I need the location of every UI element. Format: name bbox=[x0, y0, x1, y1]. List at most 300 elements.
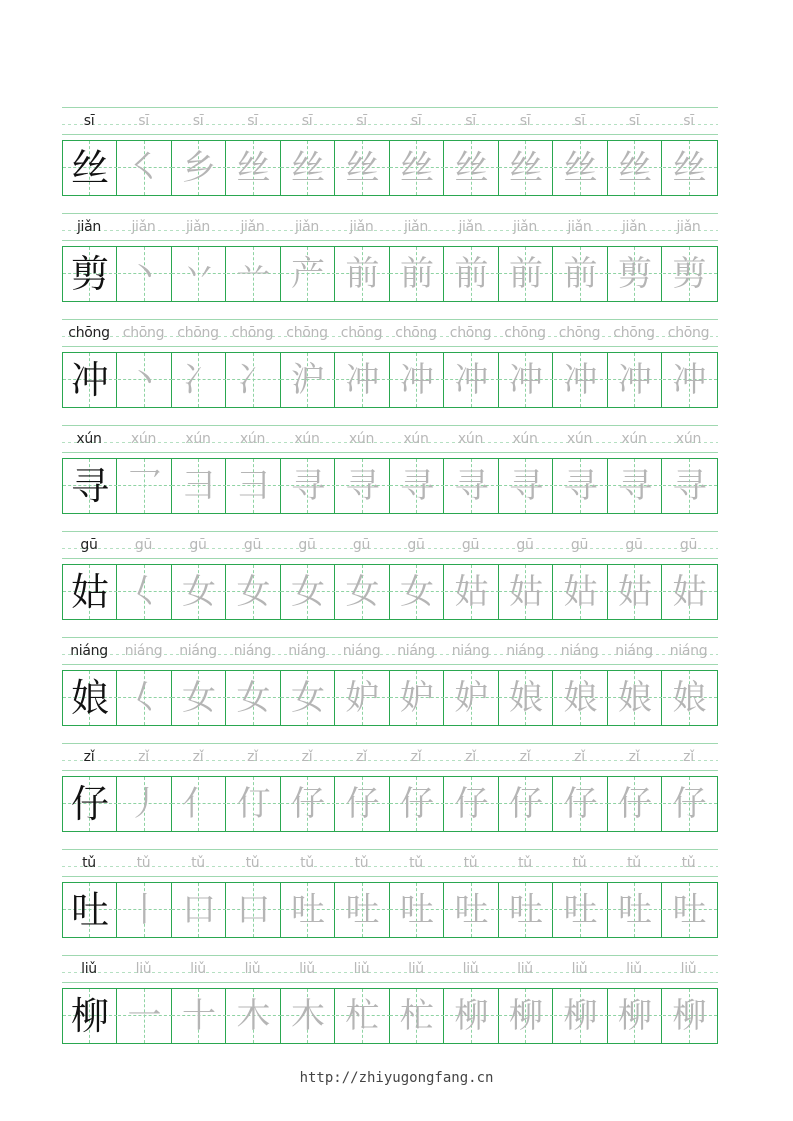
pinyin-trace: niáng bbox=[506, 643, 544, 659]
pinyin-trace: chōng bbox=[122, 325, 165, 341]
model-character: 剪 bbox=[70, 252, 109, 296]
pinyin-model: jiǎn bbox=[76, 219, 102, 235]
pinyin-trace: tǔ bbox=[300, 855, 314, 871]
trace-cell[interactable] bbox=[281, 459, 335, 513]
trace-cell[interactable] bbox=[608, 247, 662, 301]
pinyin-band bbox=[62, 531, 718, 559]
stroke-step-character: 𡿨 bbox=[127, 678, 162, 718]
character-grid bbox=[62, 670, 718, 726]
trace-cell[interactable] bbox=[608, 565, 662, 619]
pinyin-trace: chōng bbox=[231, 325, 274, 341]
stroke-step-character: 姑 bbox=[672, 572, 707, 612]
stroke-step-character: 姑 bbox=[454, 572, 489, 612]
pinyin-trace: zǐ bbox=[356, 749, 367, 765]
trace-cell[interactable] bbox=[499, 671, 553, 725]
pinyin-trace: jiǎn bbox=[131, 219, 156, 235]
stroke-step-character: 彐 bbox=[182, 466, 216, 506]
trace-cell[interactable] bbox=[336, 141, 390, 195]
practice-row bbox=[62, 107, 718, 211]
pinyin-band bbox=[62, 849, 718, 877]
pinyin-trace: jiǎn bbox=[403, 219, 429, 235]
trace-cell[interactable] bbox=[172, 247, 226, 301]
pinyin-trace: chōng bbox=[177, 325, 219, 341]
trace-cell[interactable] bbox=[336, 565, 390, 619]
model-cell[interactable] bbox=[63, 777, 117, 831]
stroke-step-character: 吐 bbox=[672, 890, 707, 930]
trace-cell[interactable] bbox=[390, 141, 444, 195]
stroke-step-character: 冲 bbox=[618, 360, 652, 400]
pinyin-trace: gū bbox=[461, 537, 480, 553]
pinyin-band bbox=[62, 425, 718, 453]
pinyin-trace: chōng bbox=[449, 325, 492, 341]
stroke-step-character: 冫 bbox=[182, 360, 216, 400]
trace-cell[interactable] bbox=[336, 989, 390, 1043]
trace-cell[interactable] bbox=[281, 777, 335, 831]
model-cell[interactable] bbox=[63, 671, 117, 725]
trace-cell[interactable] bbox=[445, 353, 499, 407]
pinyin-trace: zǐ bbox=[574, 749, 585, 765]
model-cell[interactable] bbox=[63, 353, 117, 407]
trace-cell[interactable] bbox=[336, 247, 390, 301]
stroke-step-character: 妒 bbox=[400, 678, 434, 718]
pinyin-trace: gū bbox=[679, 537, 698, 553]
trace-cell[interactable] bbox=[118, 353, 172, 407]
trace-cell[interactable] bbox=[663, 777, 717, 831]
model-character: 丝 bbox=[70, 146, 109, 190]
trace-cell[interactable] bbox=[445, 247, 499, 301]
stroke-step-character: 妒 bbox=[345, 678, 380, 718]
trace-cell[interactable] bbox=[227, 671, 281, 725]
pinyin-band bbox=[62, 637, 718, 665]
stroke-step-character: 丝 bbox=[291, 148, 325, 188]
stroke-step-character: 柳 bbox=[454, 996, 489, 1036]
pinyin-trace: zǐ bbox=[628, 749, 640, 765]
trace-cell[interactable] bbox=[118, 883, 172, 937]
trace-cell[interactable] bbox=[499, 777, 553, 831]
stroke-step-character: 女 bbox=[400, 572, 434, 612]
model-cell[interactable] bbox=[63, 883, 117, 937]
trace-cell[interactable] bbox=[172, 565, 226, 619]
stroke-step-character: 寻 bbox=[454, 466, 489, 506]
stroke-step-character: 娘 bbox=[672, 678, 707, 718]
character-grid bbox=[62, 352, 718, 408]
trace-cell[interactable] bbox=[499, 353, 553, 407]
character-grid bbox=[62, 140, 718, 196]
trace-cell[interactable] bbox=[554, 459, 608, 513]
character-grid bbox=[62, 988, 718, 1044]
model-character: 姑 bbox=[70, 570, 109, 614]
stroke-step-character: 柳 bbox=[509, 996, 543, 1036]
trace-cell[interactable] bbox=[227, 353, 281, 407]
stroke-step-character: 吐 bbox=[291, 890, 325, 930]
trace-cell[interactable] bbox=[554, 247, 608, 301]
pinyin-band bbox=[62, 743, 718, 771]
stroke-step-character: 仃 bbox=[236, 784, 271, 824]
stroke-step-character: 女 bbox=[182, 572, 216, 612]
stroke-step-character: 娘 bbox=[618, 678, 652, 718]
stroke-step-character: 十 bbox=[182, 996, 216, 1036]
stroke-step-character: 口 bbox=[182, 890, 216, 930]
stroke-step-character: 吐 bbox=[345, 890, 380, 930]
pinyin-trace: niáng bbox=[124, 643, 163, 659]
pinyin-trace: jiǎn bbox=[349, 219, 374, 235]
pinyin-trace: liǔ bbox=[626, 961, 642, 977]
trace-cell[interactable] bbox=[608, 989, 662, 1043]
pinyin-trace: tǔ bbox=[681, 855, 696, 871]
stroke-step-character: 丝 bbox=[236, 148, 271, 188]
stroke-step-character: 丶 bbox=[127, 360, 162, 400]
trace-cell[interactable] bbox=[608, 141, 662, 195]
character-grid bbox=[62, 246, 718, 302]
trace-cell[interactable] bbox=[390, 671, 444, 725]
practice-row bbox=[62, 319, 718, 423]
stroke-step-character: 一 bbox=[127, 996, 162, 1036]
trace-cell[interactable] bbox=[554, 565, 608, 619]
stroke-step-character: 娘 bbox=[509, 678, 543, 718]
model-character: 仔 bbox=[70, 782, 109, 826]
model-cell[interactable] bbox=[63, 989, 117, 1043]
stroke-step-character: 女 bbox=[236, 678, 271, 718]
trace-cell[interactable] bbox=[227, 565, 281, 619]
trace-cell[interactable] bbox=[554, 671, 608, 725]
pinyin-trace: tǔ bbox=[572, 855, 587, 871]
model-character: 柳 bbox=[70, 994, 109, 1038]
stroke-step-character: 冲 bbox=[345, 360, 380, 400]
trace-cell[interactable] bbox=[445, 141, 499, 195]
character-grid bbox=[62, 564, 718, 620]
trace-cell[interactable] bbox=[663, 353, 717, 407]
stroke-step-character: 寻 bbox=[400, 466, 434, 506]
pinyin-trace: zǐ bbox=[519, 749, 531, 765]
stroke-step-character: 前 bbox=[454, 254, 489, 294]
model-cell[interactable] bbox=[63, 247, 117, 301]
pinyin-trace: chōng bbox=[395, 325, 437, 341]
stroke-step-character: 木 bbox=[291, 996, 325, 1036]
stroke-step-character: 丷 bbox=[182, 254, 216, 294]
pinyin-trace: zǐ bbox=[138, 749, 149, 765]
stroke-step-character: 杧 bbox=[345, 996, 380, 1036]
trace-cell[interactable] bbox=[608, 459, 662, 513]
trace-cell[interactable] bbox=[499, 565, 553, 619]
trace-cell[interactable] bbox=[445, 459, 499, 513]
pinyin-trace: xún bbox=[621, 431, 647, 447]
trace-cell[interactable] bbox=[663, 565, 717, 619]
stroke-step-character: 寻 bbox=[345, 466, 380, 506]
stroke-step-character: 柳 bbox=[563, 996, 598, 1036]
trace-cell[interactable] bbox=[390, 883, 444, 937]
trace-cell[interactable] bbox=[608, 353, 662, 407]
pinyin-trace: jiǎn bbox=[294, 219, 320, 235]
pinyin-trace: xún bbox=[675, 431, 702, 447]
stroke-step-character: 丿 bbox=[127, 784, 162, 824]
pinyin-trace: niáng bbox=[288, 643, 326, 659]
stroke-step-character: 吐 bbox=[563, 890, 598, 930]
trace-cell[interactable] bbox=[499, 141, 553, 195]
pinyin-trace: xún bbox=[185, 431, 211, 447]
trace-cell[interactable] bbox=[554, 141, 608, 195]
pinyin-trace: tǔ bbox=[245, 855, 260, 871]
trace-cell[interactable] bbox=[554, 883, 608, 937]
trace-cell[interactable] bbox=[554, 353, 608, 407]
pinyin-trace: niáng bbox=[342, 643, 381, 659]
stroke-step-character: 剪 bbox=[618, 254, 652, 294]
stroke-step-character: 姑 bbox=[509, 572, 543, 612]
pinyin-trace: sī bbox=[301, 113, 313, 129]
trace-cell[interactable] bbox=[445, 565, 499, 619]
pinyin-trace: chōng bbox=[667, 325, 710, 341]
pinyin-trace: niáng bbox=[615, 643, 653, 659]
stroke-step-character: 寻 bbox=[509, 466, 543, 506]
trace-cell[interactable] bbox=[608, 777, 662, 831]
trace-cell[interactable] bbox=[172, 883, 226, 937]
trace-cell[interactable] bbox=[499, 883, 553, 937]
pinyin-trace: jiǎn bbox=[185, 219, 211, 235]
pinyin-trace: xún bbox=[239, 431, 266, 447]
trace-cell[interactable] bbox=[390, 777, 444, 831]
stroke-step-character: 女 bbox=[291, 572, 325, 612]
trace-cell[interactable] bbox=[281, 353, 335, 407]
pinyin-model: tǔ bbox=[82, 855, 96, 871]
model-character: 寻 bbox=[70, 464, 109, 508]
trace-cell[interactable] bbox=[336, 459, 390, 513]
stroke-step-character: 丝 bbox=[400, 148, 434, 188]
trace-cell[interactable] bbox=[608, 883, 662, 937]
stroke-step-character: 寻 bbox=[291, 466, 325, 506]
pinyin-trace: sī bbox=[683, 113, 694, 129]
pinyin-trace: xún bbox=[130, 431, 157, 447]
pinyin-trace: jiǎn bbox=[458, 219, 483, 235]
stroke-step-character: 仔 bbox=[672, 784, 707, 824]
trace-cell[interactable] bbox=[118, 671, 172, 725]
trace-cell[interactable] bbox=[172, 777, 226, 831]
pinyin-trace: liǔ bbox=[571, 961, 588, 977]
character-grid bbox=[62, 458, 718, 514]
pinyin-band bbox=[62, 319, 718, 347]
pinyin-band bbox=[62, 955, 718, 983]
trace-cell[interactable] bbox=[445, 883, 499, 937]
pinyin-trace: niáng bbox=[179, 643, 217, 659]
trace-cell[interactable] bbox=[227, 459, 281, 513]
stroke-step-character: 娘 bbox=[563, 678, 598, 718]
trace-cell[interactable] bbox=[663, 141, 717, 195]
trace-cell[interactable] bbox=[118, 247, 172, 301]
pinyin-trace: gū bbox=[516, 537, 534, 553]
stroke-step-character: 冲 bbox=[672, 360, 707, 400]
trace-cell[interactable] bbox=[118, 565, 172, 619]
pinyin-trace: sī bbox=[574, 113, 585, 129]
trace-cell[interactable] bbox=[390, 989, 444, 1043]
trace-cell[interactable] bbox=[499, 989, 553, 1043]
pinyin-model: zǐ bbox=[83, 749, 95, 765]
trace-cell[interactable] bbox=[227, 883, 281, 937]
trace-cell[interactable] bbox=[554, 989, 608, 1043]
pinyin-trace: sī bbox=[410, 113, 422, 129]
trace-cell[interactable] bbox=[172, 141, 226, 195]
pinyin-trace: zǐ bbox=[683, 749, 694, 765]
stroke-step-character: 木 bbox=[236, 996, 271, 1036]
stroke-step-character: 寻 bbox=[672, 466, 707, 506]
trace-cell[interactable] bbox=[390, 459, 444, 513]
model-cell[interactable] bbox=[63, 141, 117, 195]
pinyin-trace: tǔ bbox=[518, 855, 532, 871]
stroke-step-character: 𡿨 bbox=[127, 572, 162, 612]
trace-cell[interactable] bbox=[336, 883, 390, 937]
trace-cell[interactable] bbox=[445, 989, 499, 1043]
stroke-step-character: 仔 bbox=[618, 784, 652, 824]
stroke-step-character: 仔 bbox=[291, 784, 325, 824]
pinyin-trace: xún bbox=[294, 431, 320, 447]
stroke-step-character: 丨 bbox=[127, 890, 162, 930]
trace-cell[interactable] bbox=[281, 141, 335, 195]
trace-cell[interactable] bbox=[390, 247, 444, 301]
pinyin-trace: jiǎn bbox=[512, 219, 538, 235]
stroke-step-character: 丝 bbox=[672, 148, 707, 188]
stroke-step-character: 丶 bbox=[127, 254, 162, 294]
pinyin-trace: jiǎn bbox=[567, 219, 592, 235]
trace-cell[interactable] bbox=[118, 989, 172, 1043]
trace-cell[interactable] bbox=[172, 353, 226, 407]
practice-row bbox=[62, 425, 718, 529]
practice-row bbox=[62, 531, 718, 635]
trace-cell[interactable] bbox=[445, 671, 499, 725]
trace-cell[interactable] bbox=[336, 353, 390, 407]
pinyin-trace: xún bbox=[512, 431, 538, 447]
pinyin-trace: niáng bbox=[397, 643, 435, 659]
pinyin-trace: chōng bbox=[286, 325, 328, 341]
stroke-step-character: 女 bbox=[182, 678, 216, 718]
stroke-step-character: 冲 bbox=[400, 360, 434, 400]
pinyin-trace: liǔ bbox=[680, 961, 697, 977]
trace-cell[interactable] bbox=[227, 777, 281, 831]
stroke-step-character: 柳 bbox=[618, 996, 652, 1036]
stroke-step-character: 仔 bbox=[454, 784, 489, 824]
trace-cell[interactable] bbox=[172, 989, 226, 1043]
trace-cell[interactable] bbox=[499, 247, 553, 301]
pinyin-trace: gū bbox=[352, 537, 371, 553]
model-character: 娘 bbox=[70, 676, 109, 720]
stroke-step-character: 亻 bbox=[182, 784, 216, 824]
stroke-step-character: 前 bbox=[400, 254, 434, 294]
model-cell[interactable] bbox=[63, 565, 117, 619]
trace-cell[interactable] bbox=[118, 459, 172, 513]
pinyin-trace: gū bbox=[189, 537, 207, 553]
trace-cell[interactable] bbox=[172, 671, 226, 725]
stroke-step-character: 寻 bbox=[563, 466, 598, 506]
pinyin-trace: sī bbox=[356, 113, 367, 129]
trace-cell[interactable] bbox=[663, 459, 717, 513]
trace-cell[interactable] bbox=[445, 777, 499, 831]
pinyin-trace: gū bbox=[243, 537, 262, 553]
stroke-step-character: 丝 bbox=[509, 148, 543, 188]
trace-cell[interactable] bbox=[281, 565, 335, 619]
stroke-step-character: 女 bbox=[345, 572, 380, 612]
pinyin-trace: liǔ bbox=[190, 961, 206, 977]
pinyin-trace: chōng bbox=[558, 325, 601, 341]
stroke-step-character: 前 bbox=[509, 254, 543, 294]
trace-cell[interactable] bbox=[663, 671, 717, 725]
pinyin-trace: liǔ bbox=[462, 961, 479, 977]
stroke-step-character: 乡 bbox=[182, 148, 216, 188]
pinyin-trace: gū bbox=[298, 537, 316, 553]
pinyin-trace: sī bbox=[192, 113, 204, 129]
trace-cell[interactable] bbox=[118, 777, 172, 831]
trace-cell[interactable] bbox=[608, 671, 662, 725]
trace-cell[interactable] bbox=[227, 247, 281, 301]
pinyin-trace: tǔ bbox=[409, 855, 423, 871]
stroke-step-character: 冫 bbox=[236, 360, 271, 400]
practice-row bbox=[62, 849, 718, 953]
trace-cell[interactable] bbox=[227, 989, 281, 1043]
stroke-step-character: 吐 bbox=[454, 890, 489, 930]
pinyin-trace: chōng bbox=[613, 325, 655, 341]
pinyin-model: sī bbox=[83, 113, 95, 129]
pinyin-model: gū bbox=[80, 537, 98, 553]
pinyin-trace: liǔ bbox=[517, 961, 533, 977]
model-cell[interactable] bbox=[63, 459, 117, 513]
trace-cell[interactable] bbox=[336, 671, 390, 725]
trace-cell[interactable] bbox=[663, 247, 717, 301]
pinyin-trace: liǔ bbox=[353, 961, 370, 977]
trace-cell[interactable] bbox=[554, 777, 608, 831]
stroke-step-character: 剪 bbox=[672, 254, 707, 294]
trace-cell[interactable] bbox=[390, 353, 444, 407]
character-grid bbox=[62, 776, 718, 832]
pinyin-trace: chōng bbox=[340, 325, 383, 341]
trace-cell[interactable] bbox=[227, 141, 281, 195]
trace-cell[interactable] bbox=[281, 883, 335, 937]
pinyin-trace: xún bbox=[457, 431, 484, 447]
pinyin-trace: sī bbox=[138, 113, 149, 129]
pinyin-trace: tǔ bbox=[354, 855, 369, 871]
pinyin-trace: zǐ bbox=[301, 749, 313, 765]
pinyin-model: xún bbox=[76, 431, 102, 447]
trace-cell[interactable] bbox=[499, 459, 553, 513]
pinyin-trace: zǐ bbox=[465, 749, 476, 765]
pinyin-trace: liǔ bbox=[244, 961, 261, 977]
stroke-step-character: 仔 bbox=[509, 784, 543, 824]
trace-cell[interactable] bbox=[118, 141, 172, 195]
stroke-step-character: 女 bbox=[291, 678, 325, 718]
trace-cell[interactable] bbox=[336, 777, 390, 831]
trace-cell[interactable] bbox=[390, 565, 444, 619]
pinyin-trace: sī bbox=[247, 113, 258, 129]
pinyin-trace: xún bbox=[403, 431, 429, 447]
trace-cell[interactable] bbox=[663, 989, 717, 1043]
pinyin-trace: liǔ bbox=[408, 961, 424, 977]
pinyin-trace: tǔ bbox=[136, 855, 151, 871]
trace-cell[interactable] bbox=[281, 671, 335, 725]
stroke-step-character: 姑 bbox=[618, 572, 652, 612]
stroke-step-character: 产 bbox=[291, 254, 325, 294]
stroke-step-character: 柳 bbox=[672, 996, 707, 1036]
stroke-step-character: 丝 bbox=[563, 148, 598, 188]
trace-cell[interactable] bbox=[663, 883, 717, 937]
pinyin-band bbox=[62, 213, 718, 241]
stroke-step-character: 杧 bbox=[400, 996, 434, 1036]
pinyin-trace: xún bbox=[348, 431, 375, 447]
trace-cell[interactable] bbox=[281, 247, 335, 301]
stroke-step-character: 寻 bbox=[618, 466, 652, 506]
pinyin-trace: niáng bbox=[451, 643, 490, 659]
trace-cell[interactable] bbox=[281, 989, 335, 1043]
pinyin-trace: chōng bbox=[504, 325, 546, 341]
trace-cell[interactable] bbox=[172, 459, 226, 513]
pinyin-trace: niáng bbox=[669, 643, 708, 659]
pinyin-trace: gū bbox=[570, 537, 589, 553]
pinyin-trace: tǔ bbox=[191, 855, 205, 871]
pinyin-trace: jiǎn bbox=[240, 219, 265, 235]
character-grid bbox=[62, 882, 718, 938]
